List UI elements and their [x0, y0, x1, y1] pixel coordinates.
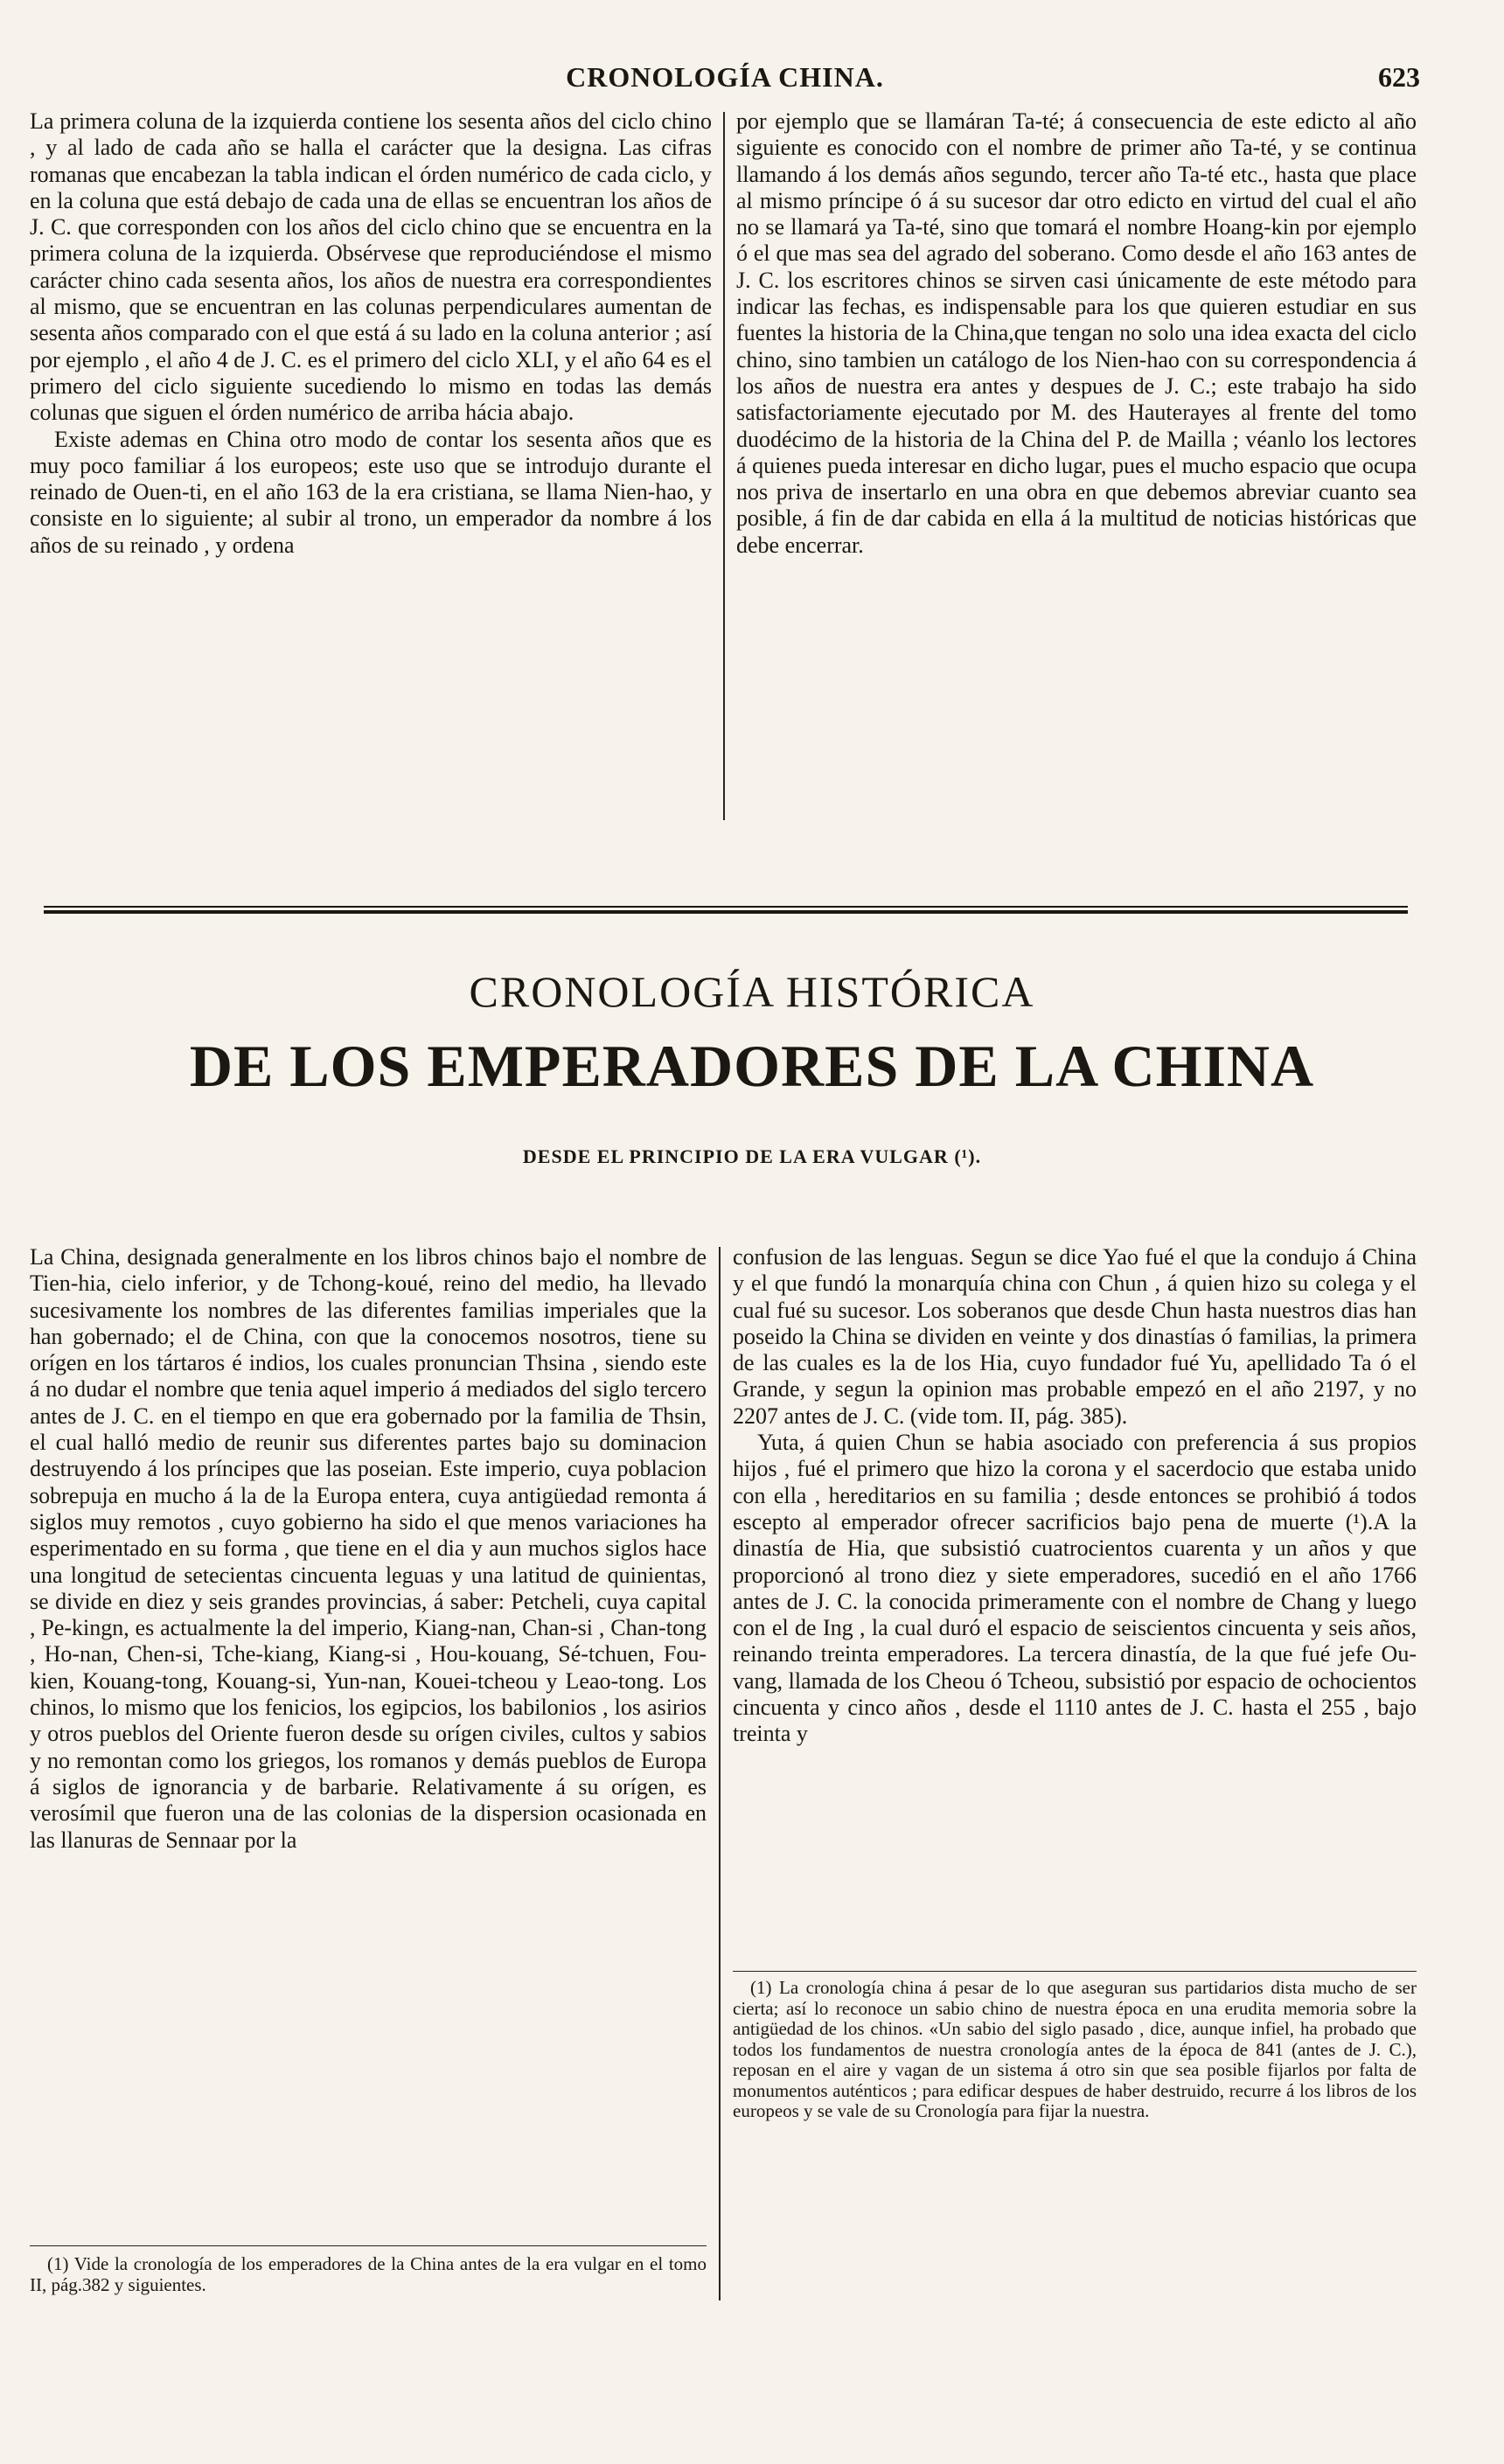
paragraph: confusion de las lenguas. Segun se dice Yao fué el que la condujo á China y el que fundó la monarquía china con Chun , á quien hizo su colega y el cual fué su sucesor. Los soberanos que desde Chun hasta nuestros dias han poseido la China se dividen en veinte y dos dinastías ó familias, la primera de las cuales es la de los Hia, cuyo fundador fué Yu, apellidado Ta ó el Grande, y segun la opinion mas probable empezó en el año 2197, y no 2207 antes de J. C. (vide tom. II, pág. 385).	[733, 1244, 1417, 1429]
top-right-column	[736, 108, 1417, 559]
top-left-column	[30, 108, 712, 559]
bottom-left-column	[30, 1244, 707, 1854]
section-divider-thin	[44, 906, 1408, 908]
column-divider	[719, 1247, 721, 2300]
paragraph: La China, designada generalmente en los libros chinos bajo el nombre de Tien-hia, cielo inferior, y de Tchong-koué, reino del medio, ha llevado sucesivamente los nombres de las diferentes familias imperiales que la han gobernado; el de China, con que la conocemos nosotros, tiene su orígen en los tártaros é indios, los cuales pronuncian Thsina , siendo este á no dudar el nombre que tenia aquel imperio á mediados del siglo tercero antes de J. C. en el tiempo en que era gobernado por la familia de Thsin, el cual halló medio de reunir sus diferentes partes bajo su dominacion destruyendo á los príncipes que las poseian. Este imperio, cuya poblacion sobrepuja en mucho á la de la Europa entera, cuya antigüedad remonta á siglos muy remotos , cuyo gobierno ha sido el que menos variaciones ha esperimentado en su forma , que tiene en el dia y aun muchos siglos hace una longitud de setecientas cincuenta leguas y una latitud de quinientas, se divide en diez y seis grandes provincias, á saber: Petcheli, cuya capital , Pe-kingn, es actualmente la del imperio, Kiang-nan, Chan-si , Chan-tong , Ho-nan, Chen-si, Tche-kiang, Kiang-si , Hou-kouang, Sé-tchuen, Fou-kien, Kouang-tong, Kouang-si, Yun-nan, Kouei-tcheou y Leao-tong. Los chinos, lo mismo que los fenicios, los egipcios, los babilonios , los asirios y otros pueblos del Oriente fueron desde su orígen civiles, cultos y sabios y no remontan como los griegos, los romanos y demás pueblos de Europa á siglos de ignorancia y de barbarie. Relativamente á su orígen, es verosímil que fueron una de las colonias de la dispersion ocasionada en las llanuras de Sennaar por la	[30, 1244, 707, 1853]
paragraph: Yuta, á quien Chun se habia asociado con preferencia á sus propios hijos , fué el primero que hizo la corona y el sacerdocio que estaba unido con ella , hereditarios en su familia ; desde entonces se prohibió á todos escepto al emperador ofrecer sacrificios bajo pena de muerte (¹).A la dinastía de Hia, que subsistió cuatrocientos cuarenta y un años y que proporcionó al trono diez y siete emperadores, sucedió en el año 1766 antes de J. C. la conocida primeramente con el nombre de Chang y luego con el de Ing , la cual duró el espacio de seiscientos cincuenta y seis años, reinando treinta emperadores. La tercera dinastía, de la que fué jefe Ou-vang, llamada de los Cheou ó Tcheou, subsistió por espacio de ochocientos cincuenta y cinco años , desde el 1110 antes de J. C. hasta el 255 , bajo treinta y	[733, 1430, 1417, 1747]
section-subtitle: DESDE EL PRINCIPIO DE LA ERA VULGAR (¹).	[522, 1145, 982, 1167]
bottom-right-column	[733, 1244, 1417, 1748]
section-title-main: DE LOS EMPERADORES DE LA CHINA	[189, 1033, 1315, 1099]
footnote-rule	[733, 1971, 1417, 1972]
running-head	[30, 61, 1420, 107]
footnote-left	[30, 2254, 707, 2295]
section-title: CRONOLOGÍA HISTÓRICA	[469, 967, 1035, 1016]
paragraph: La primera coluna de la izquierda contiene los sesenta años del ciclo chino , y al lado de cada año se halla el carácter que la designa. Las cifras romanas que encabezan la tabla indican el órden numérico de cada ciclo, y en la coluna que está debajo de cada una de ellas se encuentran los años de J. C. que corresponden con los años del ciclo chino que se encuentra en la primera coluna de la izquierda. Obsérvese que reproduciéndose el mismo carácter chino cada sesenta años, los años de nuestra era correspondientes al mismo, que se encuentran en las colunas perpendiculares aumentan de sesenta años comparado con el que está á su lado en la coluna anterior ; así por ejemplo , el año 4 de J. C. es el primero del ciclo XLI, y el año 64 es el primero del ciclo siguiente sucediendo lo mismo en todas las demás colunas que siguen el órden numérico de arriba hácia abajo.	[30, 108, 712, 426]
footnote-right	[733, 1978, 1417, 2122]
page-number: 623	[1378, 61, 1420, 93]
paragraph: por ejemplo que se llamáran Ta-té; á consecuencia de este edicto al año siguiente es conocido con el nombre de primer año Ta-té, y se continua llamando á los demás años segundo, tercer año Ta-té etc., hasta que place al mismo príncipe ó á su sucesor dar otro edicto en virtud del cual el año no se llamará ya Ta-té, sino que tomará el nombre Hoang-kin por ejemplo ó el que mas sea del agrado del soberano. Como desde el año 163 antes de J. C. los escritores chinos se sirven casi únicamente de este método para indicar las fechas, es indispensable para los que quieren estudiar en sus fuentes la historia de la China,que tengan no solo una idea exacta del ciclo chino, sino tambien un catálogo de los Nien-hao con su correspondencia á los años de nuestra era antes y despues de J. C.; este trabajo ha sido satisfactoriamente ejecutado por M. des Hauterayes al frente del tomo duodécimo de la historia de la China del P. de Mailla ; véanlo los lectores á quienes pueda interesar en dicho lugar, pues el mucho espacio que ocupa nos priva de insertarlo en una obra en que debemos abreviar cuanto sea posible, á fin de dar cabida en ella á la multitud de noticias históricas que debe encerrar.	[736, 108, 1417, 558]
column-divider	[723, 112, 725, 820]
running-title: CRONOLOGÍA CHINA.	[566, 61, 884, 93]
paragraph: Existe ademas en China otro modo de contar los sesenta años que es muy poco familiar á los europeos; este uso que se introdujo durante el reinado de Ouen-ti, en el año 163 de la era cristiana, se llama Nien-hao, y consiste en lo siguiente; al subir al trono, un emperador da nombre á los años de su reinado , y ordena	[30, 426, 712, 558]
section-divider-thick	[44, 910, 1408, 914]
footnote-rule	[30, 2245, 707, 2246]
footnote-text: (1) Vide la cronología de los emperadores de la China antes de la era vulgar en el tomo II, pág.382 y siguientes.	[30, 2253, 707, 2295]
footnote-text: (1) La cronología china á pesar de lo que aseguran sus partidarios dista mucho de ser cierta; así lo reconoce un sabio chino de nuestra época en una erudita memoria sobre la antigüedad de los chinos. «Un sabio del siglo pasado , dice, aunque infiel, ha probado que todos los fundamentos de nuestra cronología antes de la época de 841 (antes de J. C.), reposan en el aire y vagan de un sistema á otro sin que sea posible fijarlos por falta de monumentos auténticos ; para edificar despues de haber destruido, recurre á los libros de los europeos y se vale de su Cronología para fijar la nuestra.	[733, 1977, 1417, 2121]
